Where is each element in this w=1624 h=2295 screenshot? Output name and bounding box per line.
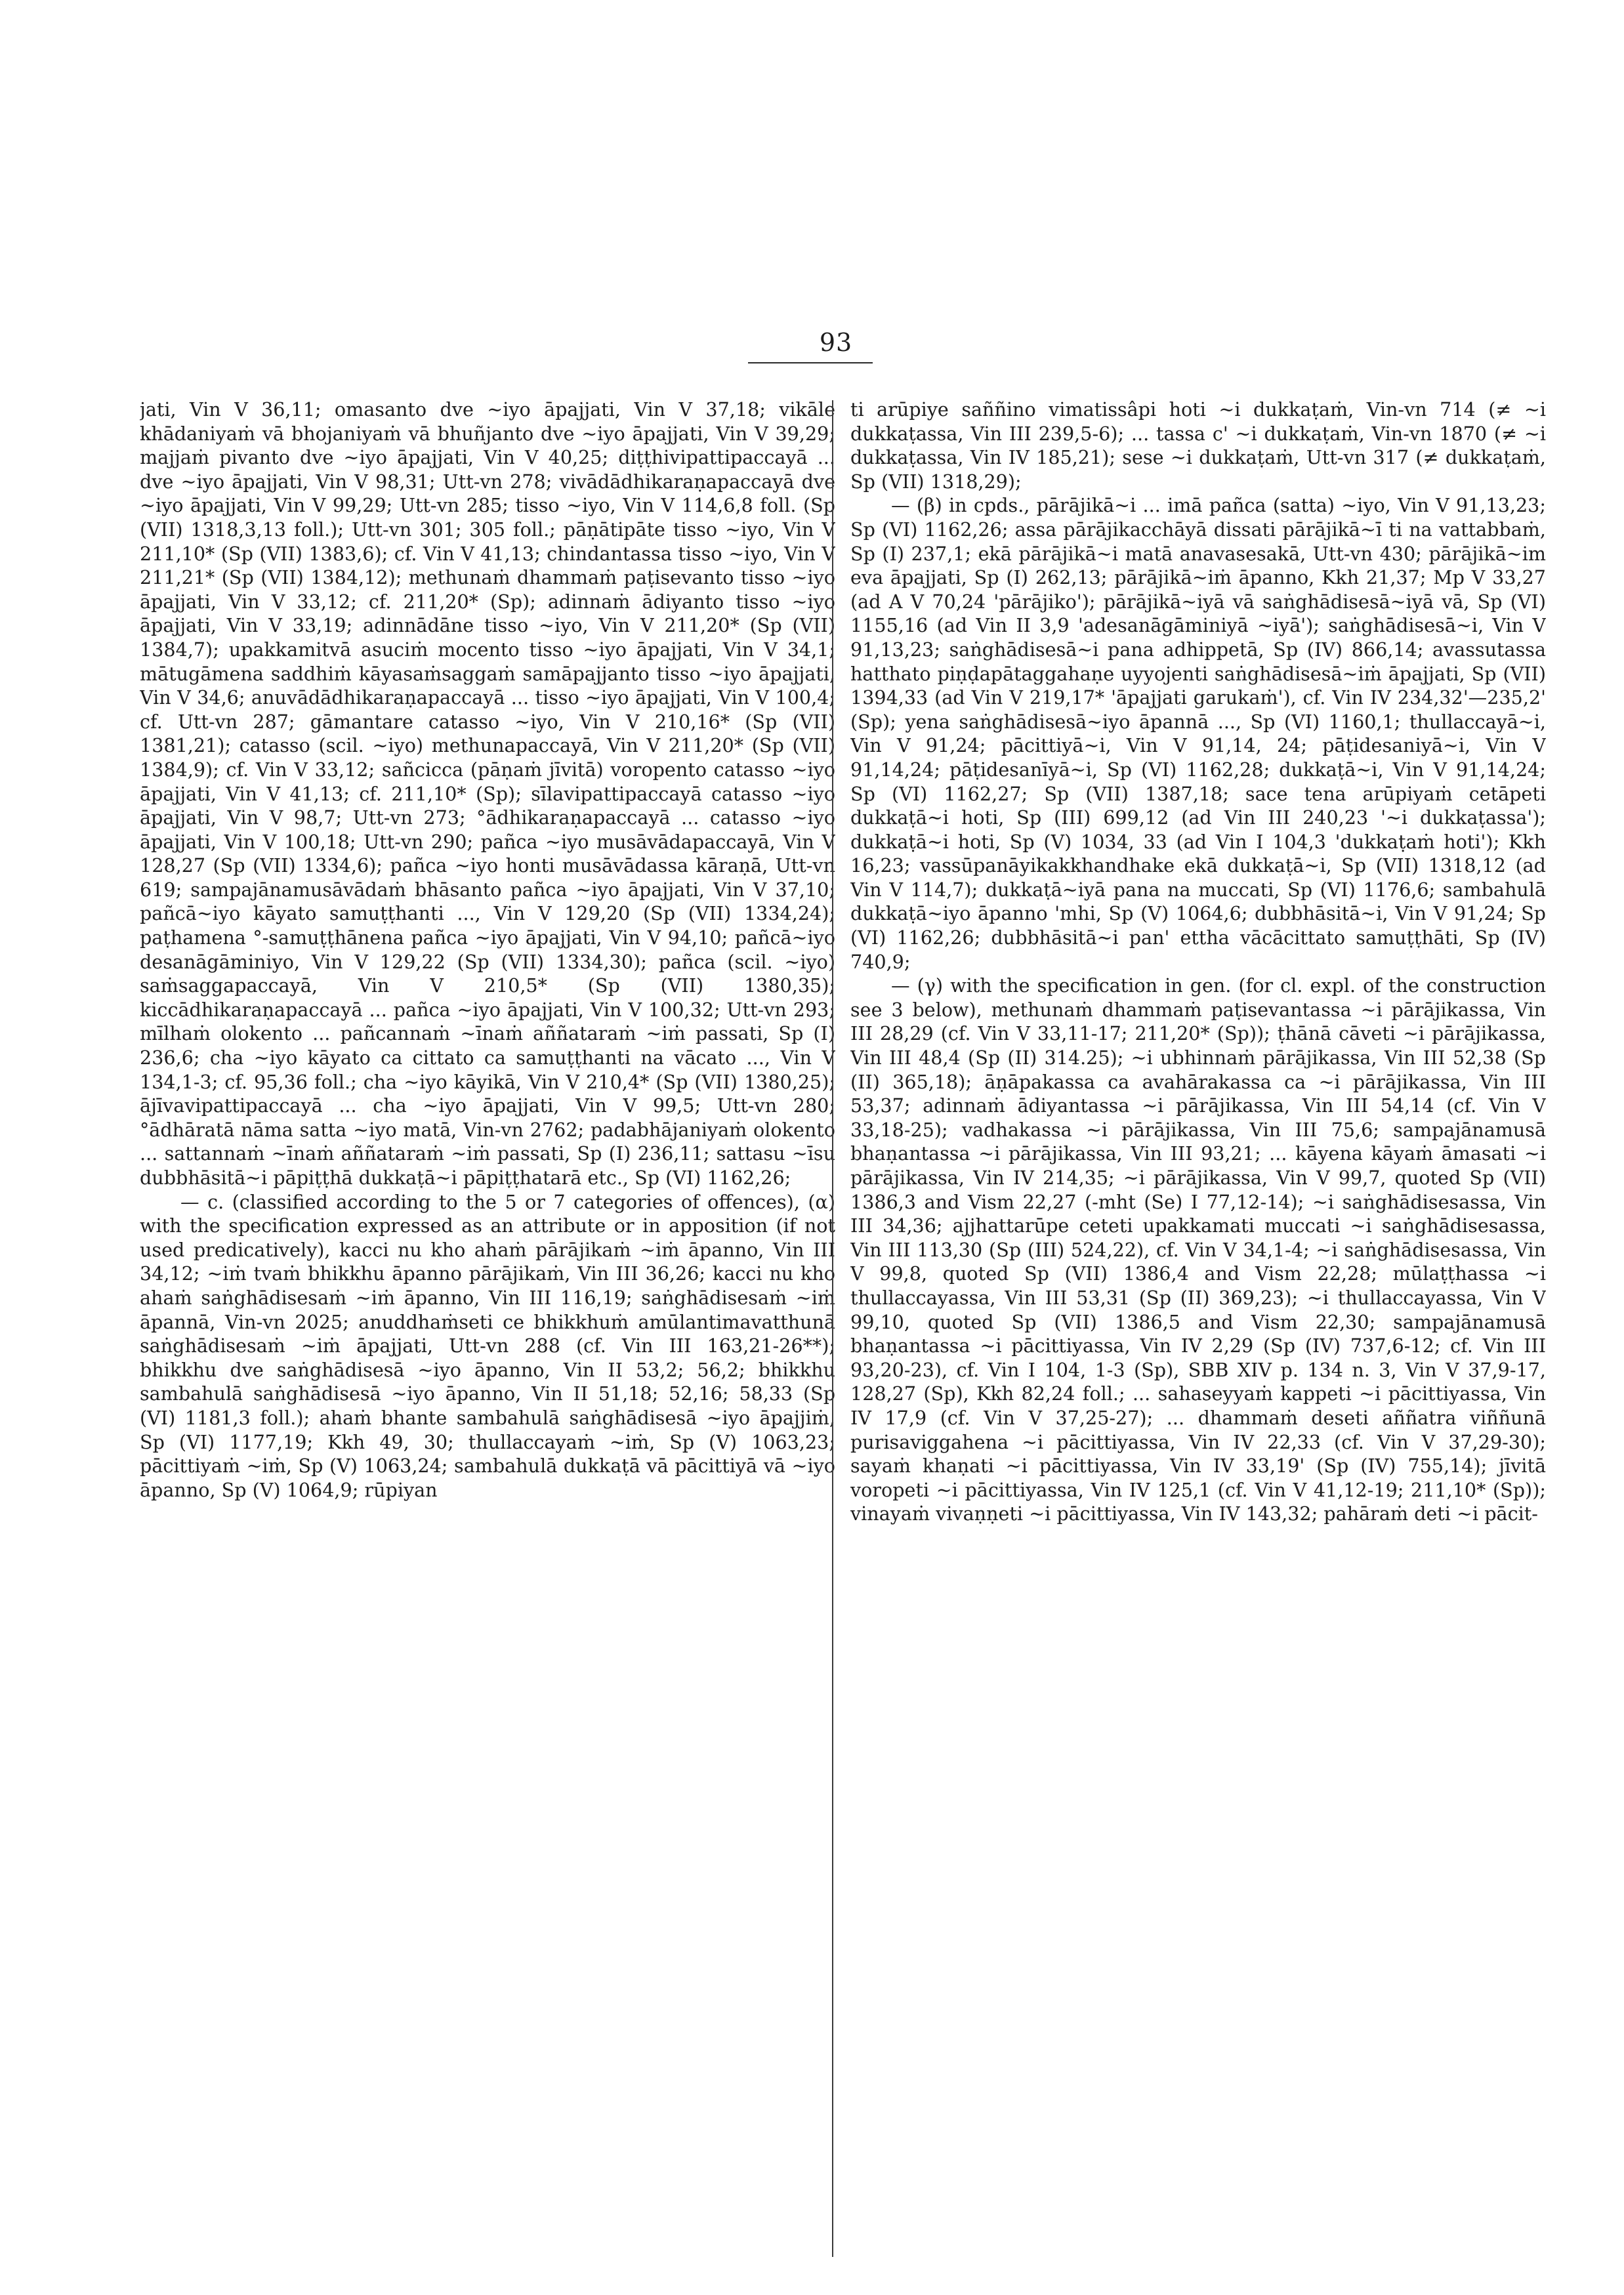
page-number: 93 [819, 328, 853, 357]
right-paragraph-2: — (β) in cpds., pārājikā~i ... imā pañca (satta) ~iyo, Vin V 91,13,23; Sp (VI) 1162,26; assa pārājikacchāyā dissati pārājikā~ī ti na vattabbaṁ, Sp (I) 237,1; ekā pārājikā~i matā anavasesakā, Utt-vn 430; pārājikā~im eva āpajjati, Sp (I) 262,13; pārājikā~iṁ āpanno, Kkh 21,37; Mp V 33,27 (ad A V 70,24 'pārājiko'); pārājikā~iyā vā saṅghādisesā~iyā vā, Sp (VI) 1155,16 (ad Vin II 3,9 'adesanāgāminiyā ~iyā'); saṅghādisesā~i, Vin V 91,13,23; saṅghādisesā~i pana adhippetā, Sp (IV) 866,14; avassutassa hatthato piṇḍapātaggahaṇe uyyojenti saṅghādisesā~iṁ āpajjati, Sp (VII) 1394,33 (ad Vin V 219,17* 'āpajjati garukaṁ'), cf. Vin IV 234,32'—235,2' (Sp); yena saṅghādisesā~iyo āpannā ..., Sp (VI) 1160,1; thullaccayā~i, Vin V 91,24; pācittiyā~i, Vin V 91,14, 24; pāṭidesaniyā~i, Vin V 91,14,24; pāṭidesanīyā~i, Sp (VI) 1162,28; dukkaṭā~i, Vin V 91,14,24; Sp (VI) 1162,27; Sp (VII) 1387,18; sace tena arūpiyaṁ cetāpeti dukkaṭā~i hoti, Sp (III) 699,12 (ad Vin III 240,23 '~i dukkaṭassa'); dukkaṭā~i hoti, Sp (V) 1034, 33 (ad Vin I 104,3 'dukkaṭaṁ hoti'); Kkh 16,23; vassūpanāyikakkhandhake ekā dukkaṭā~i, Sp (VII) 1318,12 (ad Vin V 114,7); dukkaṭā~iyā pana na muccati, Sp (VI) 1176,6; sambahulā dukkaṭā~iyo āpanno 'mhi, Sp (V) 1064,6; dubbhāsitā~i, Vin V 91,24; Sp (VI) 1162,26; dubbhāsitā~i pan' ettha vācācittato samuṭṭhāti, Sp (IV) 740,9; [850, 494, 1546, 973]
left-paragraph-2: — c. (classified according to the 5 or 7 categories of offences), (α) with the specification expressed as an attribute or in apposition (if not used predicatively), kacci nu kho ahaṁ pārājikaṁ ~iṁ āpanno, Vin III 34,12; ~iṁ tvaṁ bhikkhu āpanno pārājikaṁ, Vin III 36,26; kacci nu kho ahaṁ saṅghādisesaṁ ~iṁ āpanno, Vin III 116,19; saṅghādisesaṁ ~iṁ āpannā, Vin-vn 2025; anuddhaṁseti ce bhikkhuṁ amūlantimavatthunā saṅghādisesaṁ ~iṁ āpajjati, Utt-vn 288 (cf. Vin III 163,21-26**); bhikkhu dve saṅghādisesā ~iyo āpanno, Vin II 53,2; 56,2; bhikkhu sambahulā saṅghādisesā ~iyo āpanno, Vin II 51,18; 52,16; 58,33 (Sp (VI) 1181,3 foll.); ahaṁ bhante sambahulā saṅghādisesā ~iyo āpajjiṁ, Sp (VI) 1177,19; Kkh 49, 30; thullaccayaṁ ~iṁ, Sp (V) 1063,23; pācittiyaṁ ~iṁ, Sp (V) 1063,24; sambahulā dukkaṭā vā pācittiyā vā ~iyo āpanno, Sp (V) 1064,9; rūpiyan [140, 1190, 835, 1501]
left-column [140, 398, 835, 2254]
right-paragraph-1: ti arūpiye saññino vimatissâpi hoti ~i dukkaṭaṁ, Vin-vn 714 (≠ ~i dukkaṭassa, Vin III 239,5-6); ... tassa c' ~i dukkaṭaṁ, Vin-vn 1870 (≠ ~i dukkaṭassa, Vin IV 185,21); sese ~i dukkaṭaṁ, Utt-vn 317 (≠ dukkaṭaṁ, Sp (VII) 1318,29); [850, 398, 1546, 493]
header-rule [748, 362, 873, 363]
column-divider [832, 400, 833, 2257]
right-paragraph-3: — (γ) with the specification in gen. (for cl. expl. of the construction see 3 below), methunaṁ dhammaṁ paṭisevantassa ~i pārājikassa, Vin III 28,29 (cf. Vin V 33,11-17; 211,20* (Sp)); ṭhānā cāveti ~i pārājikassa, Vin III 48,4 (Sp (II) 314.25); ~i ubhinnaṁ pārājikassa, Vin III 52,38 (Sp (II) 365,18); āṇāpakassa ca avahārakassa ca ~i pārājikassa, Vin III 53,37; adinnaṁ ādiyantassa ~i pārājikassa, Vin III 54,14 (cf. Vin V 33,18-25); vadhakassa ~i pārājikassa, Vin III 75,6; sampajānamusā bhaṇantassa ~i pārājikassa, Vin III 93,21; ... kāyena kāyaṁ āmasati ~i pārājikassa, Vin IV 214,35; ~i pārājikassa, Vin V 99,7, quoted Sp (VII) 1386,3 and Vism 22,27 (-mht (Se) I 77,12-14); ~i saṅghādisesassa, Vin III 34,36; ajjhattarūpe ceteti upakkamati muccati ~i saṅghādisesassa, Vin III 113,30 (Sp (III) 524,22), cf. Vin V 34,1-4; ~i saṅghādisesassa, Vin V 99,8, quoted Sp (VII) 1386,4 and Vism 22,28; mūlaṭṭhassa ~i thullaccayassa, Vin III 53,31 (Sp (II) 369,23); ~i thullaccayassa, Vin V 99,10, quoted Sp (VII) 1386,5 and Vism 22,30; sampajānamusā bhaṇantassa ~i pācittiyassa, Vin IV 2,29 (Sp (IV) 737,6-12; cf. Vin III 93,20-23), cf. Vin I 104, 1-3 (Sp), SBB XIV p. 134 n. 3, Vin V 37,9-17, 128,27 (Sp), Kkh 82,24 foll.; ... sahaseyyaṁ kappeti ~i pācittiyassa, Vin IV 17,9 (cf. Vin V 37,25-27); ... dhammaṁ deseti aññatra viññunā purisaviggahena ~i pācittiyassa, Vin IV 22,33 (cf. Vin V 37,29-30); sayaṁ khaṇati ~i pācittiyassa, Vin IV 33,19' (Sp (IV) 755,14); jīvitā voropeti ~i pācittiyassa, Vin IV 125,1 (cf. Vin V 41,12-19; 211,10* (Sp)); vinayaṁ vivaṇṇeti ~i pācittiyassa, Vin IV 143,32; pahāraṁ deti ~i pācit- [850, 974, 1546, 1525]
left-paragraph-1: jati, Vin V 36,11; omasanto dve ~iyo āpajjati, Vin V 37,18; vikāle khādaniyaṁ vā bhojaniyaṁ vā bhuñjanto dve ~iyo āpajjati, Vin V 39,29; majjaṁ pivanto dve ~iyo āpajjati, Vin V 40,25; diṭṭhivipattipaccayā ... dve ~iyo āpajjati, Vin V 98,31; Utt-vn 278; vivādādhikaraṇapaccayā dve ~iyo āpajjati, Vin V 99,29; Utt-vn 285; tisso ~iyo, Vin V 114,6,8 foll. (Sp (VII) 1318,3,13 foll.); Utt-vn 301; 305 foll.; pāṇātipāte tisso ~iyo, Vin V 211,10* (Sp (VII) 1383,6); cf. Vin V 41,13; chindantassa tisso ~iyo, Vin V 211,21* (Sp (VII) 1384,12); methunaṁ dhammaṁ paṭisevanto tisso ~iyo āpajjati, Vin V 33,12; cf. 211,20* (Sp); adinnaṁ ādiyanto tisso ~iyo āpajjati, Vin V 33,19; adinnādāne tisso ~iyo, Vin V 211,20* (Sp (VII) 1384,7); upakkamitvā asuciṁ mocento tisso ~iyo āpajjati, Vin V 34,1; mātugāmena saddhiṁ kāyasaṁsaggaṁ samāpajjanto tisso ~iyo āpajjati, Vin V 34,6; anuvādādhikaraṇapaccayā ... tisso ~iyo āpajjati, Vin V 100,4; cf. Utt-vn 287; gāmantare catasso ~iyo, Vin V 210,16* (Sp (VII) 1381,21); catasso (scil. ~iyo) methunapaccayā, Vin V 211,20* (Sp (VII) 1384,9); cf. Vin V 33,12; sañcicca (pāṇaṁ jīvitā) voropento catasso ~iyo āpajjati, Vin V 41,13; cf. 211,10* (Sp); sīlavipattipaccayā catasso ~iyo āpajjati, Vin V 98,7; Utt-vn 273; °ādhikaraṇapaccayā ... catasso ~iyo āpajjati, Vin V 100,18; Utt-vn 290; pañca ~iyo musāvādapaccayā, Vin V 128,27 (Sp (VII) 1334,6); pañca ~iyo honti musāvādassa kāraṇā, Utt-vn 619; sampajānamusāvādaṁ bhāsanto pañca ~iyo āpajjati, Vin V 37,10; pañcā~iyo kāyato samuṭṭhanti ..., Vin V 129,20 (Sp (VII) 1334,24); paṭhamena °-samuṭṭhānena pañca ~iyo āpajjati, Vin V 94,10; pañcā~iyo desanāgāminiyo, Vin V 129,22 (Sp (VII) 1334,30); pañca (scil. ~iyo) saṁsaggapaccayā, Vin V 210,5* (Sp (VII) 1380,35); kiccādhikaraṇapaccayā ... pañca ~iyo āpajjati, Vin V 100,32; Utt-vn 293; mīlhaṁ olokento ... pañcannaṁ ~īnaṁ aññataraṁ ~iṁ passati, Sp (I) 236,6; cha ~iyo kāyato ca cittato ca samuṭṭhanti na vācato ..., Vin V 134,1-3; cf. 95,36 foll.; cha ~iyo kāyikā, Vin V 210,4* (Sp (VII) 1380,25); ājīvavipattipaccayā ... cha ~iyo āpajjati, Vin V 99,5; Utt-vn 280; °ādhāratā nāma satta ~iyo matā, Vin-vn 2762; padabhājaniyaṁ olokento ... sattannaṁ ~īnaṁ aññataraṁ ~iṁ passati, Sp (I) 236,11; sattasu ~īsu dubbhāsitā~i pāpiṭṭhā dukkaṭā~i pāpiṭṭhatarā etc., Sp (VI) 1162,26; [140, 398, 835, 1189]
right-column [850, 398, 1546, 2254]
